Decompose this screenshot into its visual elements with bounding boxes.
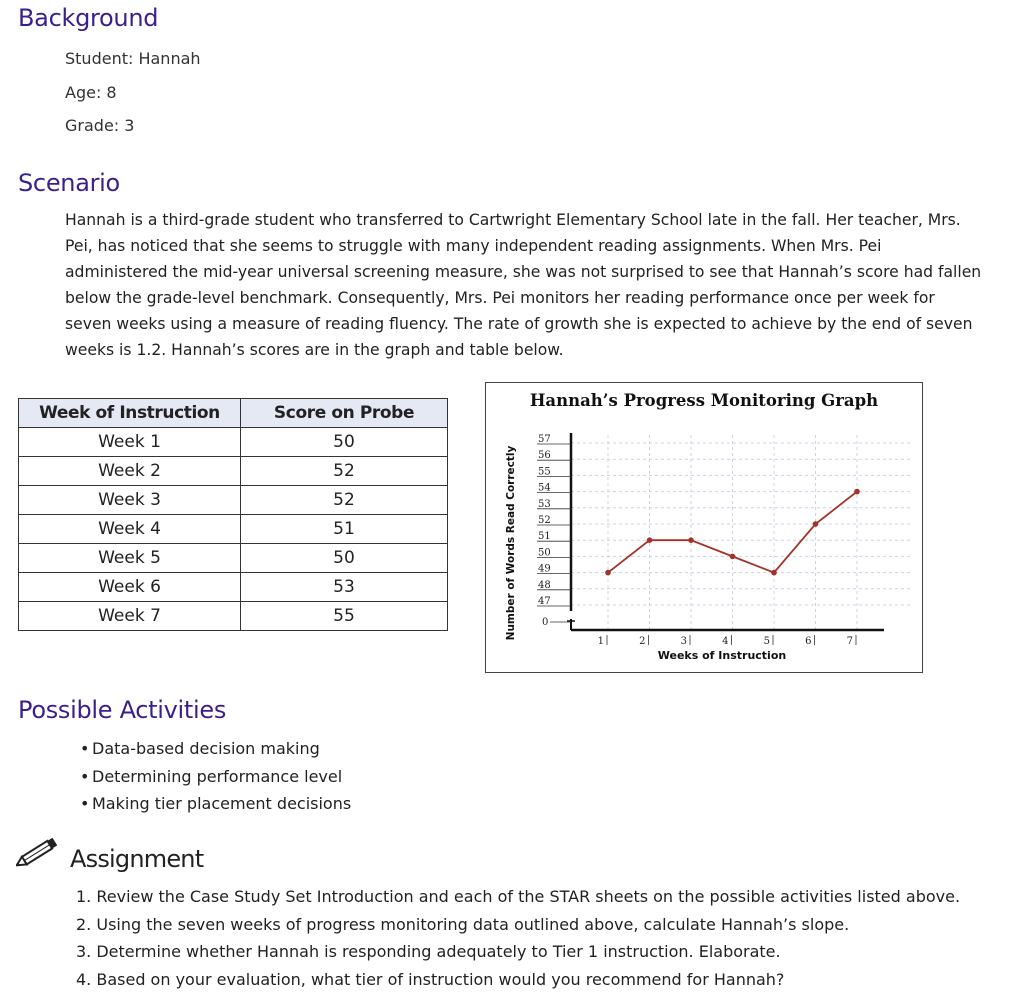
list-item: 1. Review the Case Study Set Introduction and each of the STAR sheets on the possible activities listed above. — [76, 887, 961, 906]
scenario-line: below the grade-level benchmark. Consequently, Mrs. Pei monitors her reading performance once per week for — [65, 289, 935, 307]
week-cell: Week 1 — [19, 428, 241, 457]
data-point — [854, 489, 860, 495]
assignment-list — [76, 883, 960, 993]
table-header-row — [19, 399, 448, 428]
y-tick-label: 56 — [538, 450, 551, 462]
data-point — [647, 537, 653, 543]
table-row — [19, 515, 448, 544]
x-tick-label: 2 — [639, 636, 646, 647]
student-name: Student: Hannah — [65, 49, 201, 68]
week-cell: Week 6 — [19, 573, 241, 602]
table-row — [19, 457, 448, 486]
table-row — [19, 544, 448, 573]
column-header-score: Score on Probe — [241, 399, 448, 428]
y-tick-label: 0 — [542, 617, 549, 628]
table-row — [19, 573, 448, 602]
assignment-heading: Assignment — [70, 845, 204, 873]
scenario-line: Hannah is a third-grade student who transferred to Cartwright Elementary School late in the fall. Her teacher, Mrs. — [65, 211, 961, 229]
y-tick-label: 54 — [538, 482, 551, 494]
y-tick-label: 51 — [538, 531, 551, 543]
week-cell: Week 7 — [19, 602, 241, 631]
x-tick-label: 6 — [805, 636, 812, 647]
week-cell: Week 4 — [19, 515, 241, 544]
graph-title: Hannah’s Progress Monitoring Graph — [529, 391, 879, 410]
x-tick-label: 7 — [846, 636, 853, 647]
week-cell: Week 5 — [19, 544, 241, 573]
score-cell: 55 — [241, 602, 448, 631]
list-item: • Determining performance level — [92, 763, 351, 791]
scenario-line: seven weeks using a measure of reading fluency. The rate of growth she is expected to achieve by the end of seven — [65, 315, 973, 333]
scores-table — [18, 398, 448, 631]
list-item: • Making tier placement decisions — [92, 790, 351, 818]
list-item: • Data-based decision making — [92, 735, 351, 763]
scenario-line: weeks is 1.2. Hannah’s scores are in the graph and table below. — [65, 341, 564, 359]
score-cell: 52 — [241, 486, 448, 515]
score-cell: 51 — [241, 515, 448, 544]
progress-graph — [485, 382, 923, 673]
y-axis-label: Number of Words Read Correctly — [505, 445, 517, 641]
x-tick-label: 4 — [722, 636, 729, 647]
y-tick-label: 53 — [538, 498, 551, 510]
score-cell: 50 — [241, 544, 448, 573]
table-row — [19, 486, 448, 515]
data-point — [688, 537, 694, 543]
list-item: 2. Using the seven weeks of progress monitoring data outlined above, calculate Hannah’s slope. — [76, 914, 850, 934]
y-tick-label: 49 — [538, 563, 551, 575]
score-cell: 53 — [241, 573, 448, 602]
scenario-line: Pei, has noticed that she seems to struggle with many independent reading assignments. When Mrs. Pei — [65, 237, 882, 255]
chart-axes — [567, 433, 884, 630]
table-row — [19, 602, 448, 631]
x-axis-label: Weeks of Instruction — [657, 649, 787, 662]
data-point — [813, 521, 819, 527]
week-cell: Week 2 — [19, 457, 241, 486]
data-point — [730, 554, 736, 560]
y-tick-label: 48 — [538, 579, 551, 591]
y-tick-label: 52 — [538, 515, 551, 526]
pencil-icon — [16, 834, 62, 874]
y-tick-label: 50 — [538, 547, 551, 559]
list-item: 4. Based on your evaluation, what tier of instruction would you recommend for Hannah? — [76, 969, 785, 989]
activities-list — [72, 735, 351, 818]
week-cell: Week 3 — [19, 486, 241, 515]
score-cell: 52 — [241, 457, 448, 486]
chart-gridlines — [571, 435, 911, 630]
background-heading: Background — [18, 4, 159, 32]
x-tick-label: 5 — [763, 636, 770, 647]
y-tick-label: 55 — [538, 466, 551, 478]
score-cell: 50 — [241, 428, 448, 457]
x-tick-label: 3 — [680, 636, 687, 647]
student-age: Age: 8 — [65, 83, 117, 102]
student-grade: Grade: 3 — [65, 116, 135, 135]
data-point — [771, 570, 777, 576]
list-item: 3. Determine whether Hannah is responding adequately to Tier 1 instruction. Elaborate. — [76, 942, 781, 961]
scenario-line: administered the mid-year universal screening measure, she was not surprised to see that Hannah’s score had fallen — [65, 263, 982, 281]
x-tick-label: 1 — [597, 636, 604, 647]
column-header-week: Week of Instruction — [19, 399, 241, 428]
table-row — [19, 428, 448, 457]
y-tick-label: 47 — [538, 596, 551, 607]
scenario-heading: Scenario — [18, 169, 120, 197]
scenario-paragraph — [65, 207, 1005, 363]
y-tick-label: 57 — [538, 434, 551, 445]
chart-canvas — [486, 383, 922, 672]
activities-heading: Possible Activities — [18, 696, 227, 724]
data-point — [605, 570, 611, 576]
